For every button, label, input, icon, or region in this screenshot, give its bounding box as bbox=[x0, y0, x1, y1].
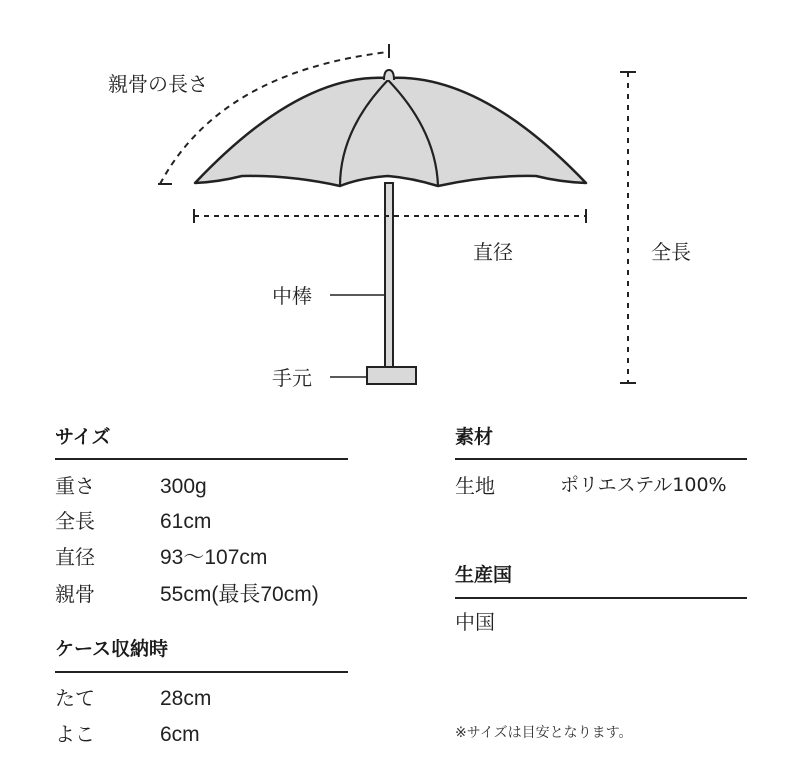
size-section-title: サイズ bbox=[55, 426, 111, 448]
total-length-label: 全長 bbox=[651, 240, 691, 264]
spec-value: 6cm bbox=[160, 723, 200, 746]
umbrella-tip bbox=[384, 70, 394, 80]
material-section-title: 素材 bbox=[455, 426, 494, 448]
origin-section-title: 生産国 bbox=[455, 564, 513, 586]
umbrella-shaft bbox=[385, 183, 393, 368]
handle-label: 手元 bbox=[272, 366, 312, 390]
spec-label: 全長 bbox=[55, 509, 95, 533]
spec-label: 重さ bbox=[55, 474, 95, 498]
material-section-divider bbox=[455, 458, 747, 460]
spec-label: 生地 bbox=[455, 474, 495, 498]
spec-value: 93〜107cm bbox=[160, 546, 268, 569]
origin-section-divider bbox=[455, 597, 747, 599]
umbrella-canopy bbox=[195, 78, 586, 186]
spec-label: よこ bbox=[55, 722, 95, 746]
spec-value: ポリエステル100% bbox=[560, 474, 727, 496]
size-section-divider bbox=[55, 458, 348, 460]
case-section-title: ケース収納時 bbox=[55, 638, 169, 660]
diameter-label: 直径 bbox=[473, 240, 513, 264]
spec-label: 親骨 bbox=[55, 582, 95, 606]
spec-value: 55cm(最長70cm) bbox=[160, 583, 319, 606]
shaft-label: 中棒 bbox=[272, 284, 312, 308]
origin-value: 中国 bbox=[455, 610, 495, 634]
spec-value: 300g bbox=[160, 475, 207, 498]
umbrella-handle bbox=[367, 367, 416, 384]
spec-value: 28cm bbox=[160, 687, 212, 710]
spec-value: 61cm bbox=[160, 510, 212, 533]
spec-label: たて bbox=[55, 686, 95, 710]
size-note: ※サイズは目安となります。 bbox=[455, 725, 633, 741]
spec-label: 直径 bbox=[55, 545, 95, 569]
rib-length-label: 親骨の長さ bbox=[108, 72, 208, 96]
case-section-divider bbox=[55, 671, 348, 673]
